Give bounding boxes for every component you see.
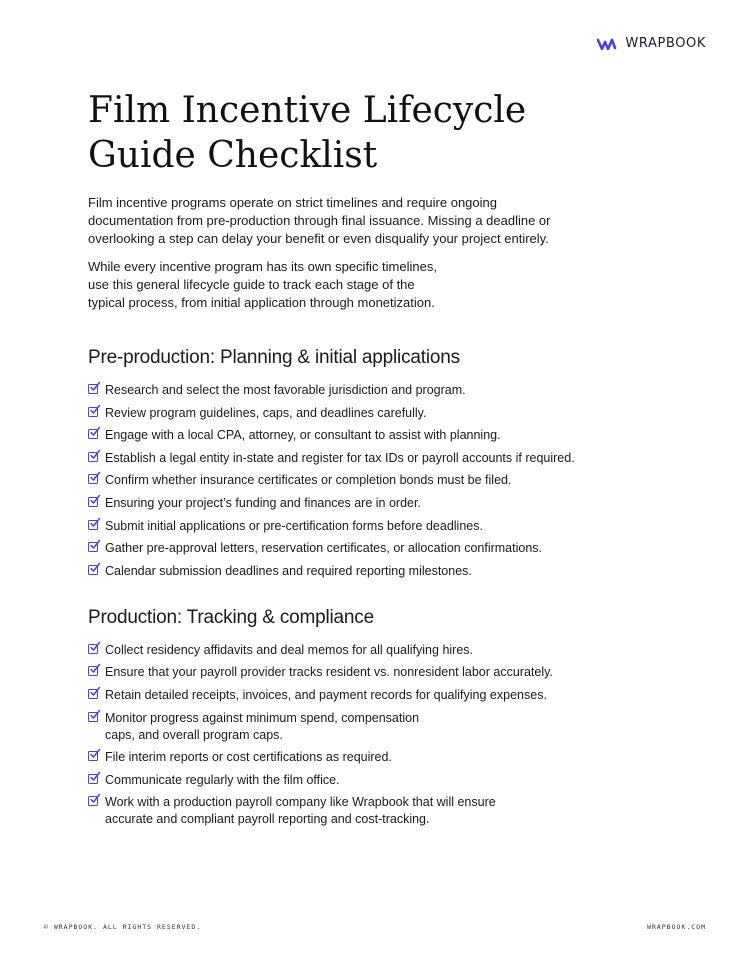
checklist-item[interactable] bbox=[88, 518, 608, 535]
checkbox-checked-icon[interactable] bbox=[88, 666, 98, 676]
checklist-item-text: File interim reports or cost certifications as required. bbox=[105, 750, 392, 765]
checklist-item-text: Ensuring your project’s funding and finances are in order. bbox=[105, 495, 421, 510]
footer-website-link[interactable]: WRAPBOOK.COM bbox=[647, 923, 706, 931]
checklist-item[interactable] bbox=[88, 772, 608, 789]
checklist-item[interactable] bbox=[88, 710, 608, 744]
document-content bbox=[88, 88, 608, 834]
checklist-item[interactable] bbox=[88, 495, 608, 512]
checklist-item[interactable] bbox=[88, 664, 608, 681]
checkbox-checked-icon[interactable] bbox=[88, 429, 98, 439]
checklist bbox=[88, 642, 608, 829]
checklist-item[interactable] bbox=[88, 382, 608, 399]
checklist-item-text: Calendar submission deadlines and required reporting milestones. bbox=[105, 563, 472, 578]
checkbox-checked-icon[interactable] bbox=[88, 384, 98, 394]
checklist-item-text: Retain detailed receipts, invoices, and payment records for qualifying expenses. bbox=[105, 687, 547, 702]
intro-paragraph-2: While every incentive program has its own specific timelines, use this general lifecycle guide to track each stage of the typical process, from initial application through monetization. bbox=[88, 259, 437, 310]
checklist-item-text: Establish a legal entity in-state and register for tax IDs or payroll accounts if required. bbox=[105, 450, 575, 465]
checklist-item[interactable] bbox=[88, 450, 608, 467]
checkbox-checked-icon[interactable] bbox=[88, 796, 98, 806]
checklist-item[interactable] bbox=[88, 540, 608, 557]
checkbox-checked-icon[interactable] bbox=[88, 712, 98, 722]
checklist-item[interactable] bbox=[88, 472, 608, 489]
checkbox-checked-icon[interactable] bbox=[88, 520, 98, 530]
checklist-item-text: Submit initial applications or pre-certification forms before deadlines. bbox=[105, 518, 483, 533]
checklist-item-text: Confirm whether insurance certificates or completion bonds must be filed. bbox=[105, 473, 512, 488]
footer-copyright: © WRAPBOOK. ALL RIGHTS RESERVED. bbox=[44, 923, 202, 931]
checklist-item-text: Research and select the most favorable jurisdiction and program. bbox=[105, 383, 466, 397]
checkbox-checked-icon[interactable] bbox=[88, 751, 98, 761]
checkbox-checked-icon[interactable] bbox=[88, 774, 98, 784]
checkbox-checked-icon[interactable] bbox=[88, 644, 98, 654]
checkbox-checked-icon[interactable] bbox=[88, 474, 98, 484]
checklist-item[interactable] bbox=[88, 687, 608, 704]
checklist-item-text: Communicate regularly with the film office. bbox=[105, 772, 340, 787]
section-heading: Pre-production: Planning & initial applications bbox=[88, 347, 460, 368]
checklist-item-text: Monitor progress against minimum spend, compensation caps, and overall program caps. bbox=[105, 710, 420, 742]
checklist bbox=[88, 382, 608, 580]
checklist-item-text: Review program guidelines, caps, and deadlines carefully. bbox=[105, 405, 427, 420]
checkbox-checked-icon[interactable] bbox=[88, 565, 98, 575]
checkbox-checked-icon[interactable] bbox=[88, 497, 98, 507]
checklist-item[interactable] bbox=[88, 563, 608, 580]
checkbox-checked-icon[interactable] bbox=[88, 542, 98, 552]
checklist-item-text: Work with a production payroll company like Wrapbook that will ensure accurate and compliant payroll reporting and cost-tracking. bbox=[105, 795, 496, 827]
checklist-item-text: Collect residency affidavits and deal memos for all qualifying hires. bbox=[105, 642, 474, 657]
wrapbook-logo-icon bbox=[597, 38, 619, 50]
checklist-item[interactable] bbox=[88, 749, 608, 766]
section-pre-production bbox=[88, 346, 608, 580]
checklist-item[interactable] bbox=[88, 642, 608, 659]
brand-name: WRAPBOOK bbox=[625, 36, 706, 51]
checkbox-checked-icon[interactable] bbox=[88, 407, 98, 417]
checklist-item[interactable] bbox=[88, 427, 608, 444]
checklist-item[interactable] bbox=[88, 405, 608, 422]
intro bbox=[88, 194, 608, 312]
section-heading: Production: Tracking & compliance bbox=[88, 606, 374, 628]
checkbox-checked-icon[interactable] bbox=[88, 452, 98, 462]
page-title: Film Incentive Lifecycle Guide Checklist bbox=[88, 90, 527, 176]
checkbox-checked-icon[interactable] bbox=[88, 689, 98, 699]
section-production bbox=[88, 606, 608, 829]
checklist-item-text: Gather pre-approval letters, reservation certificates, or allocation confirmations. bbox=[105, 541, 542, 556]
intro-paragraph-1: Film incentive programs operate on strict timelines and require ongoing documentation from pre-production through final issuance. Missing a deadline or overlooking a step can delay your benefit or even disqualify your project entirely. bbox=[88, 195, 551, 246]
checklist-item[interactable] bbox=[88, 794, 608, 828]
brand-logo bbox=[597, 36, 706, 51]
checklist-item-text: Engage with a local CPA, attorney, or consultant to assist with planning. bbox=[105, 428, 501, 443]
checklist-item-text: Ensure that your payroll provider tracks resident vs. nonresident labor accurately. bbox=[105, 665, 553, 680]
